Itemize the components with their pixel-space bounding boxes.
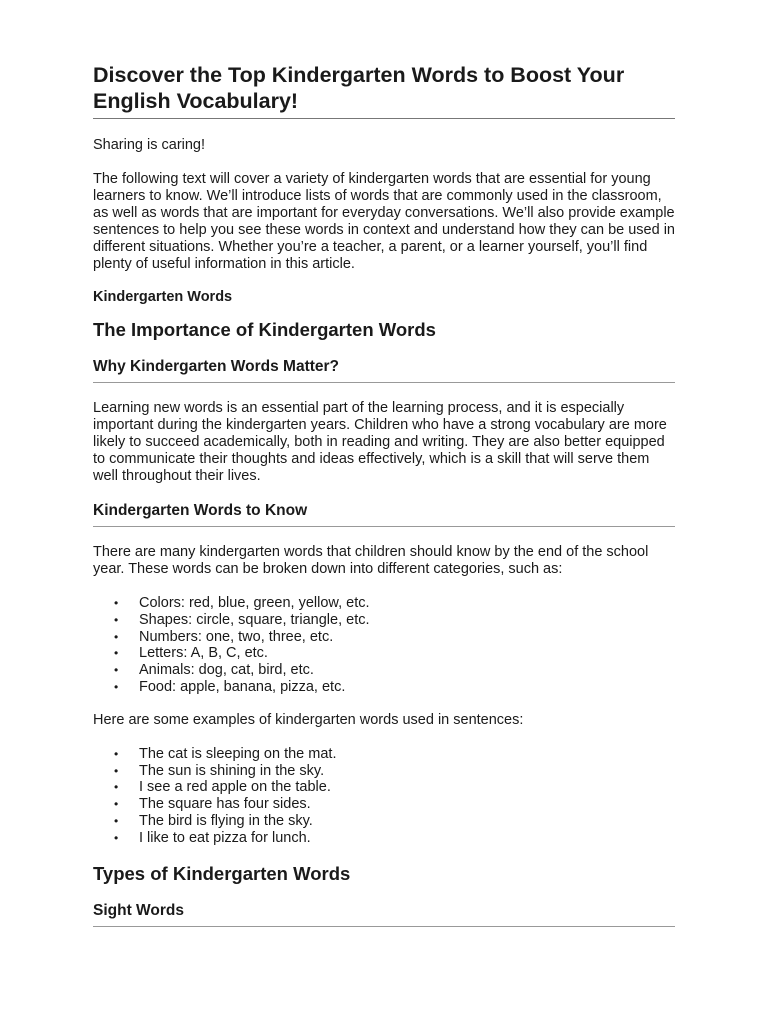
bullet-icon: • bbox=[114, 746, 119, 761]
list-item: • The square has four sides. bbox=[114, 796, 311, 813]
why-paragraph: Learning new words is an essential part of the learning process, and it is especially important during the kindergarten years. Children who have a strong vocabulary are more likely to succeed academically, both in reading and writing. They are also better equipped to communicate their thoughts and ideas effectively, which is a skill that will serve them well throughout their lives. bbox=[93, 400, 667, 484]
list-item: • Colors: red, blue, green, yellow, etc. bbox=[114, 595, 370, 611]
bullet-icon: • bbox=[114, 780, 119, 795]
list-item: • Shapes: circle, square, triangle, etc. bbox=[114, 611, 370, 628]
importance-heading: The Importance of Kindergarten Words bbox=[93, 319, 436, 340]
list-item: • Animals: dog, cat, bird, etc. bbox=[114, 662, 314, 679]
sharing-text: Sharing is caring! bbox=[93, 137, 206, 153]
categories-list bbox=[93, 595, 675, 696]
list-item: • The cat is sleeping on the mat. bbox=[114, 745, 337, 762]
bullet-icon: • bbox=[114, 797, 119, 812]
list-item: • Food: apple, banana, pizza, etc. bbox=[114, 678, 346, 695]
bullet-icon: • bbox=[114, 830, 119, 845]
why-heading: Why Kindergarten Words Matter? bbox=[93, 357, 675, 383]
sight-words-heading: Sight Words bbox=[93, 901, 675, 927]
examples-intro: Here are some examples of kindergarten words used in sentences: bbox=[93, 711, 524, 728]
examples-list bbox=[93, 746, 675, 847]
know-paragraph: There are many kindergarten words that children should know by the end of the school year. These words can be broken down into different categories, such as: bbox=[93, 544, 649, 577]
bullet-icon: • bbox=[114, 629, 119, 644]
bullet-icon: • bbox=[114, 679, 119, 694]
list-item: • The sun is shining in the sky. bbox=[114, 762, 325, 779]
bullet-icon: • bbox=[114, 596, 119, 610]
list-item: • Letters: A, B, C, etc. bbox=[114, 645, 268, 662]
bullet-icon: • bbox=[114, 763, 119, 778]
bullet-icon: • bbox=[114, 813, 119, 828]
document-page bbox=[93, 62, 675, 927]
bullet-icon: • bbox=[114, 612, 119, 627]
know-heading: Kindergarten Words to Know bbox=[93, 501, 675, 527]
bullet-icon: • bbox=[114, 646, 119, 661]
page-title: Discover the Top Kindergarten Words to Boost Your English Vocabulary! bbox=[93, 62, 675, 119]
types-heading: Types of Kindergarten Words bbox=[93, 862, 351, 884]
list-item: • I like to eat pizza for lunch. bbox=[114, 829, 311, 846]
list-item: • The bird is flying in the sky. bbox=[114, 812, 313, 829]
list-item: • I see a red apple on the table. bbox=[114, 779, 331, 796]
intro-paragraph: The following text will cover a variety of kindergarten words that are essential for young learners to know. We’ll introduce lists of words that are commonly used in the classroom, as well as words that are important for everyday conversations. We’ll also provide example sentences to help you see these words in context and understand how they can be used in different situations. Whether you’re a teacher, a parent, or a learner yourself, you’ll find plenty of useful information in this article. bbox=[93, 171, 675, 272]
list-item: • Numbers: one, two, three, etc. bbox=[114, 628, 334, 645]
image-caption: Kindergarten Words bbox=[93, 289, 233, 305]
bullet-icon: • bbox=[114, 663, 119, 678]
